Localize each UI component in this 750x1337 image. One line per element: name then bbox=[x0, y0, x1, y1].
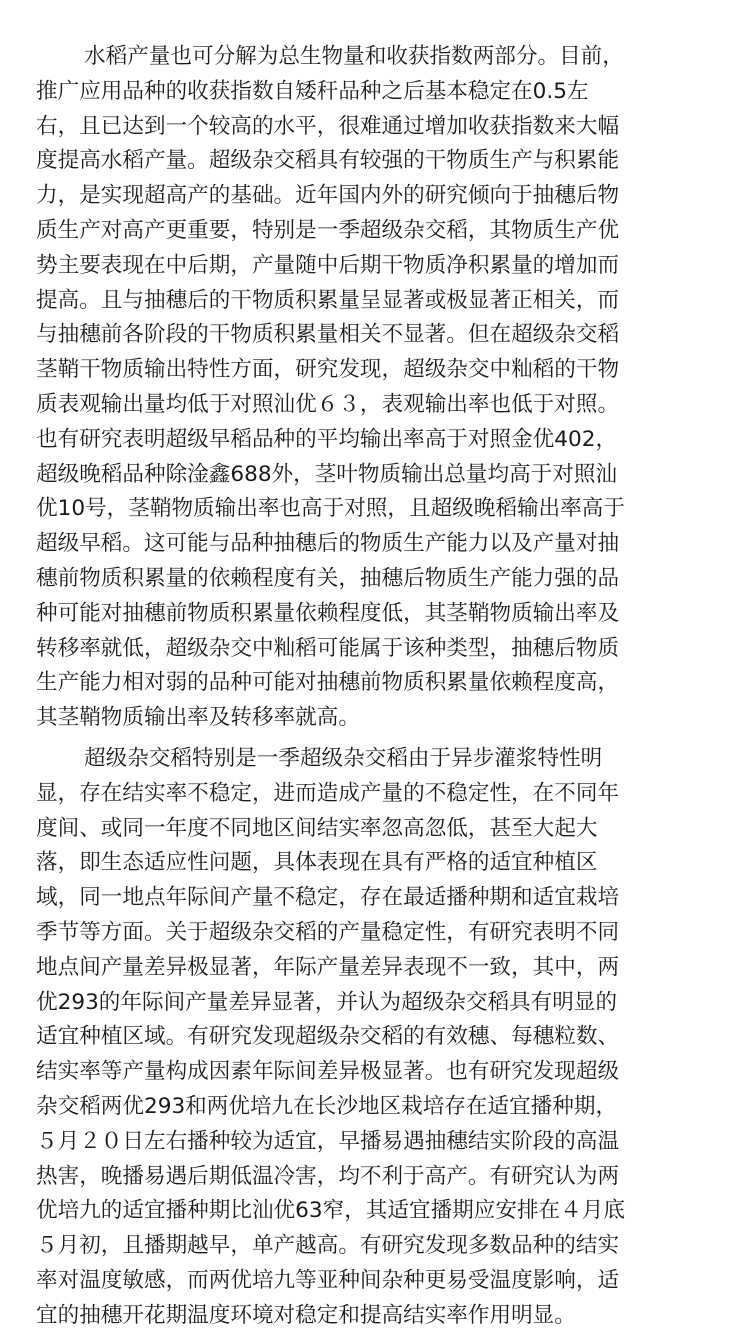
text-line: ５月初，且播期越早，单产越高。有研究发现多数品种的结实 bbox=[36, 1233, 620, 1259]
text-line: 茎鞘干物质输出特性方面，研究发现，超级杂交中籼稻的干物 bbox=[36, 357, 620, 383]
text-line: 度提高水稻产量。超级杂交稻具有较强的干物质生产与积累能 bbox=[36, 148, 620, 174]
text-line: 穗前物质积累量的依赖程度有关，抽穗后物质生产能力强的品 bbox=[36, 565, 620, 591]
text-line: 季节等方面。关于超级杂交稻的产量稳定性，有研究表明不同 bbox=[36, 919, 620, 945]
text-line: 优293的年际间产量差异显著，并认为超级杂交稻具有明显的 bbox=[36, 989, 618, 1015]
text-line: 力，是实现超高产的基础。近年国内外的研究倾向于抽穗后物 bbox=[36, 183, 620, 209]
text-line: 杂交稻两优293和两优培九在长沙地区栽培存在适宜播种期， bbox=[36, 1093, 618, 1119]
text-line: 其茎鞘物质输出率及转移率就高。 bbox=[36, 705, 360, 731]
text-line: 域，同一地点年际间产量不稳定，存在最适播种期和适宜栽培 bbox=[36, 885, 620, 911]
text-line: 落，即生态适应性问题，具体表现在具有严格的适宜种植区 bbox=[36, 850, 598, 876]
paragraph-1 bbox=[36, 40, 716, 736]
text-line: 质生产对高产更重要，特别是一季超级杂交稻，其物质生产优 bbox=[36, 217, 620, 243]
text-line: 显，存在结实率不稳定，进而造成产量的不稳定性，在不同年 bbox=[36, 780, 620, 806]
text-line: 提高。且与抽穗后的干物质积累量呈显著或极显著正相关，而 bbox=[36, 287, 620, 313]
text-line: 右，且已达到一个较高的水平，很难通过增加收获指数来大幅 bbox=[36, 113, 620, 139]
text-line: 超级晚稻品种除淦鑫688外，茎叶物质输出总量均高于对照汕 bbox=[36, 461, 618, 487]
paragraph-2 bbox=[36, 742, 716, 1334]
text-line: 优10号，茎鞘物质输出率也高于对照，且超级晚稻输出率高于 bbox=[36, 496, 625, 522]
text-line: 宜的抽穗开花期温度环境对稳定和提高结实率作用明显。 bbox=[36, 1302, 576, 1328]
text-line: 率对温度敏感，而两优培九等亚种间杂种更易受温度影响，适 bbox=[36, 1267, 620, 1293]
article-body bbox=[36, 40, 716, 1333]
text-line: 超级杂交稻特别是一季超级杂交稻由于异步灌浆特性明 bbox=[84, 745, 603, 771]
text-line: 优培九的适宜播种期比汕优63窄，其适宜播期应安排在４月底 bbox=[36, 1198, 625, 1224]
text-line: 生产能力相对弱的品种可能对抽穗前物质积累量依赖程度高， bbox=[36, 670, 620, 696]
text-line: 超级早稻。这可能与品种抽穗后的物质生产能力以及产量对抽 bbox=[36, 531, 620, 557]
text-line: 质表观输出量均低于对照汕优６３，表观输出率也低于对照。 bbox=[36, 391, 620, 417]
text-line: 适宜种植区域。有研究发现超级杂交稻的有效穗、每穗粒数、 bbox=[36, 1024, 620, 1050]
text-line: 推广应用品种的收获指数自矮秆品种之后基本稳定在0.5左 bbox=[36, 78, 589, 104]
text-line: 水稻产量也可分解为总生物量和收获指数两部分。目前， bbox=[84, 44, 624, 69]
text-line: 势主要表现在中后期，产量随中后期干物质净积累量的增加而 bbox=[36, 252, 620, 278]
text-line: 结实率等产量构成因素年际间差异极显著。也有研究发现超级 bbox=[36, 1059, 620, 1085]
text-line: 也有研究表明超级早稻品种的平均输出率高于对照金优402， bbox=[36, 426, 618, 452]
text-line: 热害，晚播易遇后期低温冷害，均不利于高产。有研究认为两 bbox=[36, 1163, 620, 1189]
text-line: 种可能对抽穗前物质积累量依赖程度低，其茎鞘物质输出率及 bbox=[36, 600, 620, 626]
text-line: ５月２０日左右播种较为适宜，早播易遇抽穗结实阶段的高温 bbox=[36, 1128, 620, 1154]
text-line: 地点间产量差异极显著，年际产量差异表现不一致，其中，两 bbox=[36, 954, 620, 980]
text-line: 与抽穗前各阶段的干物质积累量相关不显著。但在超级杂交稻 bbox=[36, 322, 620, 348]
text-line: 转移率就低，超级杂交中籼稻可能属于该种类型，抽穗后物质 bbox=[36, 635, 620, 661]
text-line: 度间、或同一年度不同地区间结实率忽高忽低，甚至大起大 bbox=[36, 815, 598, 841]
